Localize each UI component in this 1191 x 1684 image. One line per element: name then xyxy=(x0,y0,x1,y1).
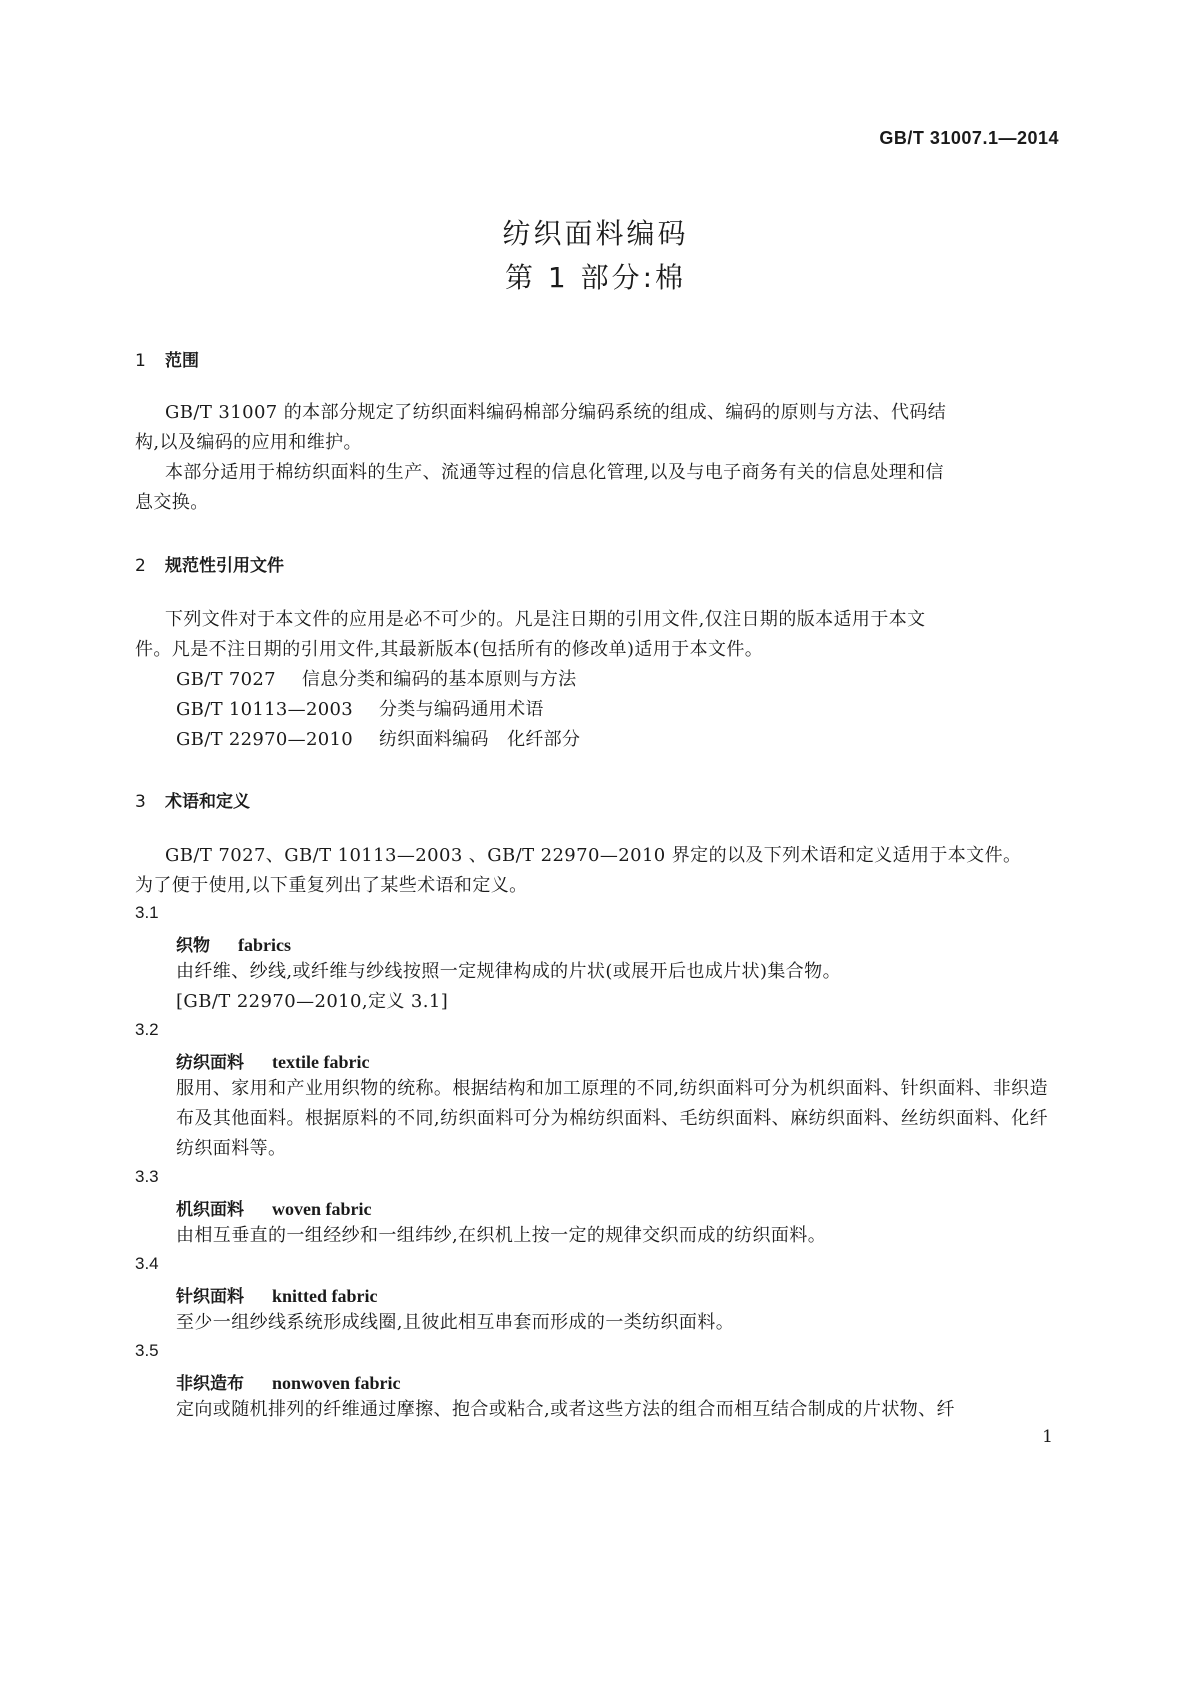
term-definition: 由纤维、纱线,或纤维与纱线按照一定规律构成的片状(或展开后也成片状)集合物。 xyxy=(176,961,841,982)
term-en: fabrics xyxy=(238,935,291,955)
term-definition: 至少一组纱线系统形成线圈,且彼此相互串套而形成的一类纺织面料。 xyxy=(176,1312,735,1333)
term-definition: 服用、家用和产业用织物的统称。根据结构和加工原理的不同,纺织面料可分为机织面料、针织面料、非织造布及其他面料。根据原料的不同,纺织面料可分为棉纺织面料、毛纺织面料、麻纺织面料、丝纺织面料、化纤纺织面料等。 xyxy=(176,1078,1048,1159)
reference-code: GB/T 7027 xyxy=(176,669,276,690)
term-heading xyxy=(176,1048,369,1073)
standard-code: GB/T 31007.1—2014 xyxy=(879,128,1059,148)
term-en: knitted fabric xyxy=(272,1286,378,1306)
term-heading xyxy=(176,1195,371,1220)
section-number: 2 xyxy=(135,556,146,576)
section-number: 1 xyxy=(135,351,146,371)
reference-code: GB/T 10113—2003 xyxy=(176,699,353,720)
normative-reference xyxy=(176,725,580,755)
term-heading xyxy=(176,1282,378,1307)
section-3-para-line-1: GB/T 7027、GB/T 10113—2003 、GB/T 22970—2010 界定的以及下列术语和定义适用于本文件。 xyxy=(165,845,1022,866)
document-subtitle: 第 1 部分:棉 xyxy=(504,261,687,294)
page-number: 1 xyxy=(1042,1427,1053,1447)
term-zh: 纺织面料 xyxy=(176,1053,244,1073)
term-number: 3.4 xyxy=(135,1254,159,1273)
term-number: 3.2 xyxy=(135,1020,159,1039)
term-heading xyxy=(176,931,291,956)
section-number: 3 xyxy=(135,792,146,812)
section-1-para-1-line-1: GB/T 31007 的本部分规定了纺织面料编码棉部分编码系统的组成、编码的原则与方法、代码结 xyxy=(165,402,947,423)
reference-title: 分类与编码通用术语 xyxy=(378,699,544,720)
section-2-heading xyxy=(135,551,284,576)
term-en: textile fabric xyxy=(272,1052,370,1072)
section-title: 规范性引用文件 xyxy=(165,556,284,576)
term-zh: 针织面料 xyxy=(176,1287,244,1307)
normative-reference xyxy=(176,665,576,695)
section-2-para-line-2: 件。凡是不注日期的引用文件,其最新版本(包括所有的修改单)适用于本文件。 xyxy=(135,639,764,660)
term-zh: 织物 xyxy=(176,936,210,956)
section-2-para-line-1: 下列文件对于本文件的应用是必不可少的。凡是注日期的引用文件,仅注日期的版本适用于本文 xyxy=(165,609,926,630)
term-definition: 由相互垂直的一组经纱和一组纬纱,在织机上按一定的规律交织而成的纺织面料。 xyxy=(176,1225,827,1246)
term-source: [GB/T 22970—2010,定义 3.1] xyxy=(176,991,449,1012)
section-1-heading xyxy=(135,346,199,371)
term-zh: 非织造布 xyxy=(176,1374,244,1394)
section-1-para-2-line-2: 息交换。 xyxy=(135,492,209,513)
term-en: woven fabric xyxy=(272,1199,372,1219)
section-title: 范围 xyxy=(165,351,199,371)
term-en: nonwoven fabric xyxy=(272,1373,401,1393)
section-3-heading xyxy=(135,787,250,812)
normative-reference xyxy=(176,695,544,725)
section-3-para-line-2: 为了便于使用,以下重复列出了某些术语和定义。 xyxy=(135,875,528,896)
section-title: 术语和定义 xyxy=(165,792,250,812)
document-title: 纺织面料编码 xyxy=(502,217,689,250)
term-definition: 定向或随机排列的纤维通过摩擦、抱合或粘合,或者这些方法的组合而相互结合制成的片状物、纤 xyxy=(176,1399,955,1420)
term-number: 3.3 xyxy=(135,1167,159,1186)
term-number: 3.5 xyxy=(135,1341,159,1360)
reference-title: 信息分类和编码的基本原则与方法 xyxy=(301,669,577,690)
term-number: 3.1 xyxy=(135,903,159,922)
reference-code: GB/T 22970—2010 xyxy=(176,729,353,750)
section-1-para-1-line-2: 构,以及编码的应用和维护。 xyxy=(135,432,362,453)
term-zh: 机织面料 xyxy=(176,1200,244,1220)
section-1-para-2-line-1: 本部分适用于棉纺织面料的生产、流通等过程的信息化管理,以及与电子商务有关的信息处理和信 xyxy=(165,462,944,483)
reference-title: 纺织面料编码 化纤部分 xyxy=(378,729,581,750)
term-heading xyxy=(176,1369,401,1394)
